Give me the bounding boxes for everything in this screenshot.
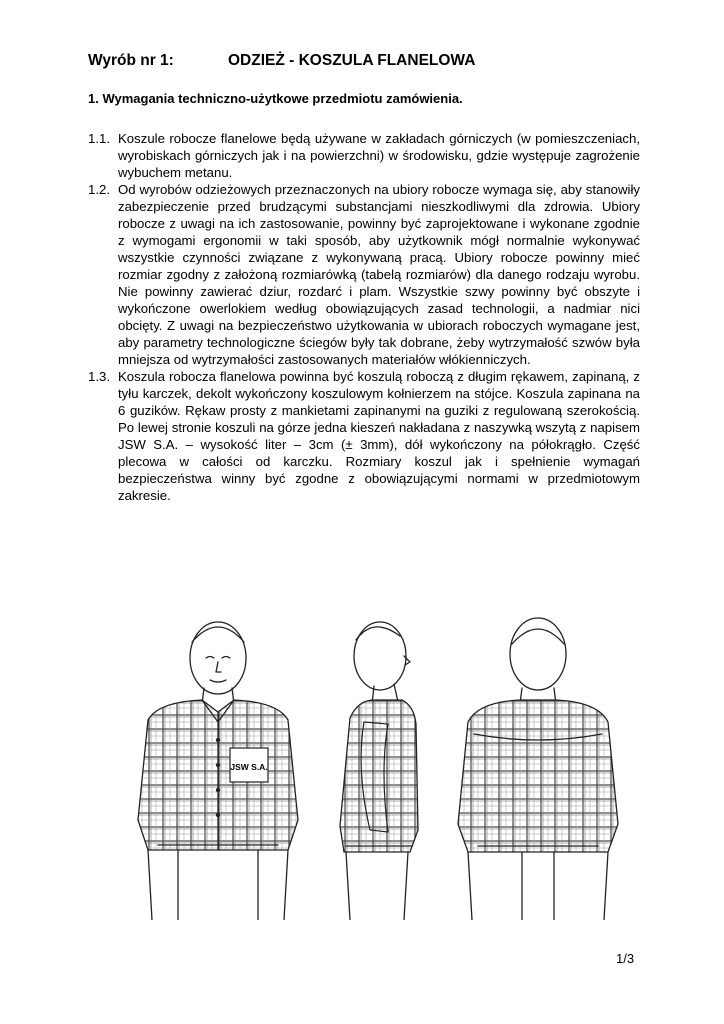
item-label: Wyrób nr 1: [88,52,174,69]
item-title: ODZIEŻ - KOSZULA FLANELOWA [228,52,476,69]
requirement-text: Od wyrobów odzieżowych przeznaczonych na ubiory robocze wymaga się, aby stanowiły zabezpieczenie przed brudzącymi substancjami nieszkodliwymi dla zdrowia. Ubiory robocze z uwagi na ich zastosowanie, powinny być zaprojektowane i wykonane zgodnie z wymogami ergonomii w taki sposób, aby użytkownik mógł normalnie wykonywać wszystkie czynności związane z wykonywaną pracą. Ubiory robocze powinny mieć rozmiar zgodny z założoną rozmiarówką (tabelą rozmiarów) dla danego rodzaju wyrobu. Nie powinny zawierać dziur, rozdarć i plam. Wszystkie szwy powinny być obszyte i wykończone owerlokiem według obowiązujących zasad technologii, a nadmiar nici obcięty. Z uwagi na bezpieczeństwo użytkowania w ubiorach roboczych wymagane jest, aby parametry technologiczne ściegów były tak dobrane, żeby wytrzymałość szwów była mniejsza od wytrzymałości zastosowanych materiałów włókienniczych. [118,182,640,367]
pocket-patch-label: JSW S.A. [230,762,268,772]
side-view-figure [340,622,418,920]
section-heading: 1. Wymagania techniczno-użytkowe przedmiotu zamówienia. [88,91,463,106]
document-title [88,52,475,70]
front-view-figure [138,622,298,920]
requirement-item [88,181,640,368]
requirement-number: 1.3. [88,369,110,384]
requirement-text: Koszule robocze flanelowe będą używane w zakładach górniczych (w pomieszczeniach, wyrobiskach górniczych jak i na powierzchni) w środowisku, gdzie występuje zagrożenie wybuchem metanu. [118,131,640,180]
requirements-list [88,130,640,504]
back-view-figure [458,618,618,920]
requirement-number: 1.2. [88,182,110,197]
requirement-item [88,368,640,504]
requirement-text: Koszula robocza flanelowa powinna być koszulą roboczą z długim rękawem, zapinaną, z tyłu karczek, dekolt wykończony koszulowym kołnierzem na stójce. Koszula zapinana na 6 guzików. Rękaw prosty z mankietami zapinanymi na guziki z regulowaną szerokością. Po lewej stronie koszuli na górze jedna kieszeń nakładana z naszywką wszytą z napisem JSW S.A. – wysokość liter – 3cm (± 3mm), dół wykończony na półokrągło. Część plecowa w całości od karczku. Rozmiary koszul jak i spełnienie wymagań bezpieczeństwa winny być zgodne z obowiązującymi normami w przedmiotowym zakresie. [118,369,640,503]
requirement-number: 1.1. [88,131,110,146]
shirt-illustration [118,600,638,920]
page-number: 1/3 [616,951,635,966]
requirement-item [88,130,640,181]
